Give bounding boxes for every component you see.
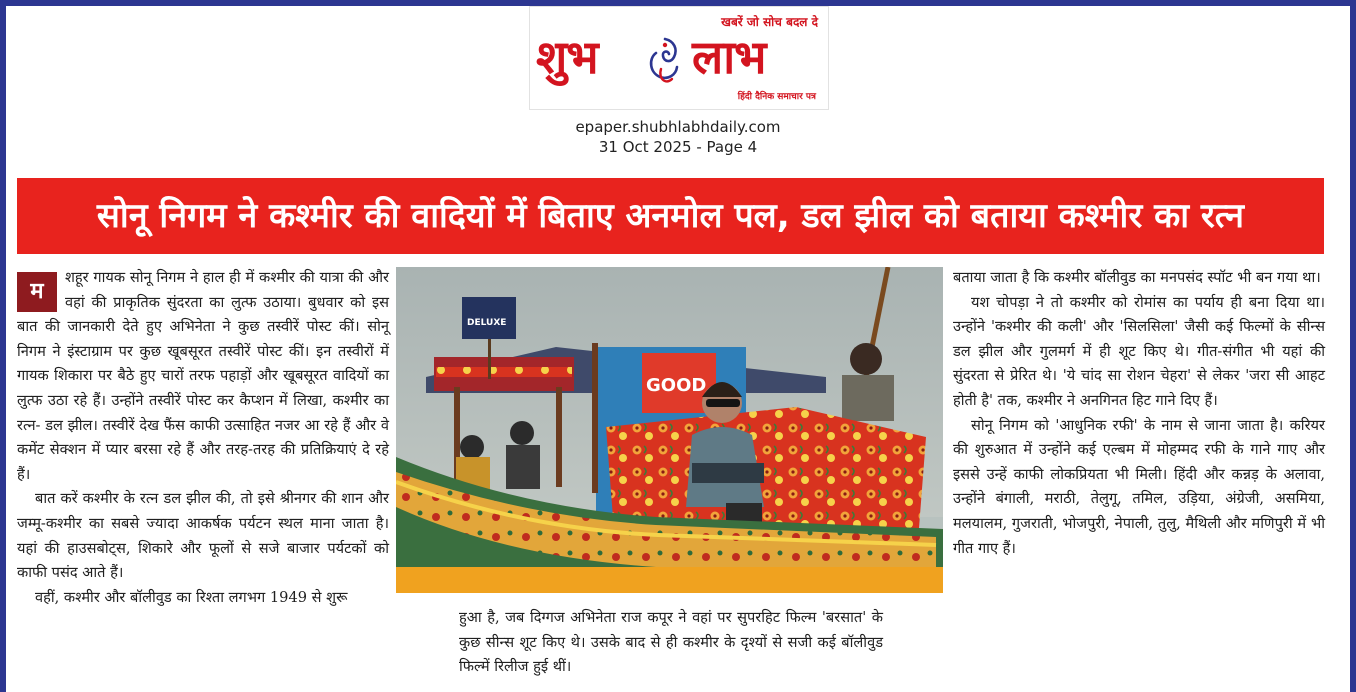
boat-sign-text: DELUXE (467, 318, 507, 328)
article-photo (396, 267, 943, 593)
article-paragraph: सोनू निगम को 'आधुनिक रफी' के नाम से जाना जाता है। करियर की शुरुआत में उन्होंने कई एल्बम में मोहम्मद रफी के गाने गाए और इससे उन्हें काफी लोकप्रियता भी मिली। हिंदी और कन्नड़ के अलावा, उन्होंने बंगाली, मराठी, तेलुगू, तमिल, उड़िया, अंग्रेजी, असमिया, मलयालम, गुजराती, भोजपुरी, नेपाली, तुलु, मैथिली और मणिपुरी में भी गीत गाए हैं। (953, 416, 1325, 557)
banner-text: GOOD (646, 375, 707, 396)
logo-text-labh: लाभ (692, 30, 766, 84)
paragraph-text: शहूर गायक सोनू निगम ने हाल ही में कश्मीर की यात्रा की और वहां की प्राकृतिक सुंदरता का लुत्फ उठाया। बुधवार को इस बात की जानकारी देते हुए अभिनेता ने कुछ तस्वीरें पोस्ट कीं। सोनू निगम ने इंस्टाग्राम पर कुछ खूबसूरत तस्वीरें पोस्ट कीं। इन तस्वीरों में गायक शिकारा पर बैठे हुए चारों तरफ पहाड़ों और खूबसूरत वादियों का लुत्फ उठा रहे हैं। उन्होंने तस्वीरें पोस्ट कर कैप्शन में लिखा, कश्मीर का रत्न- डल झील। तस्वीरें देख फैंस काफी उत्साहित नजर आ रहे हैं और वे कमेंट सेक्शन में प्यार बरसा रहे हैं और तरह-तरह की प्रतिक्रियाएं दे रहे हैं। (17, 269, 389, 483)
logo-text-shubh: शुभ (536, 30, 598, 84)
article-column-right (953, 266, 1325, 561)
article-paragraph: बताया जाता है कि कश्मीर बॉलीवुड का मनपसंद स्पॉट भी बन गया था। (953, 269, 1321, 286)
issue-date-page: 31 Oct 2025 - Page 4 (598, 138, 758, 156)
article-column-left (17, 266, 389, 610)
masthead-tagline: खबरें जो सोच बदल दे (721, 15, 818, 29)
article-paragraph (17, 266, 389, 487)
drop-cap: म (17, 272, 57, 312)
article-paragraph: यश चोपड़ा ने तो कश्मीर को रोमांस का पर्याय ही बना दिया था। उन्होंने 'कश्मीर की कली' और 'सिलसिला' जैसी कई फिल्मों के सीन्स डल झील और गुलमर्ग में ही शूट किए थे। गीत-संगीत भी यहां की सुंदरता से प्रेरित थे। 'ये चांद सा रोशन चेहरा' से लेकर 'जरा सी आहट होती है' तक, कश्मीर ने अनगिनत हिट गाने दिए हैं। (953, 293, 1325, 409)
article-paragraph: हुआ है, जब दिग्गज अभिनेता राज कपूर ने वहां पर सुपरहिट फिल्म 'बरसात' के कुछ सीन्स शूट किए थे। उसके बाद से ही कश्मीर के दृश्यों से सजी कई बॉलीवुड फिल्में रिलीज हुई थीं। (459, 609, 883, 676)
masthead-logo[interactable] (529, 6, 829, 110)
article-paragraph: बात करें कश्मीर के रत्न डल झील की, तो इसे श्रीनगर की शान और जम्मू-कश्मीर का सबसे ज्यादा आकर्षक पर्यटन स्थल माना जाता है। यहां की हाउसबोट्स, शिकारे और फूलों से सजे बाजार पर्यटकों को काफी पसंद आते हैं। (17, 490, 389, 582)
article-column-middle (459, 606, 883, 680)
headline-banner (17, 178, 1324, 254)
ganesha-icon (644, 35, 686, 87)
article-headline: सोनू निगम ने कश्मीर की वादियों में बिताए अनमोल पल, डल झील को बताया कश्मीर का रत्न (96, 196, 1245, 236)
article-paragraph: वहीं, कश्मीर और बॉलीवुड का रिश्ता लगभग 1949 से शुरू (35, 588, 348, 606)
epaper-url[interactable]: epaper.shubhlabhdaily.com (575, 118, 781, 136)
masthead-subtagline: हिंदी दैनिक समाचार पत्र (737, 92, 816, 102)
